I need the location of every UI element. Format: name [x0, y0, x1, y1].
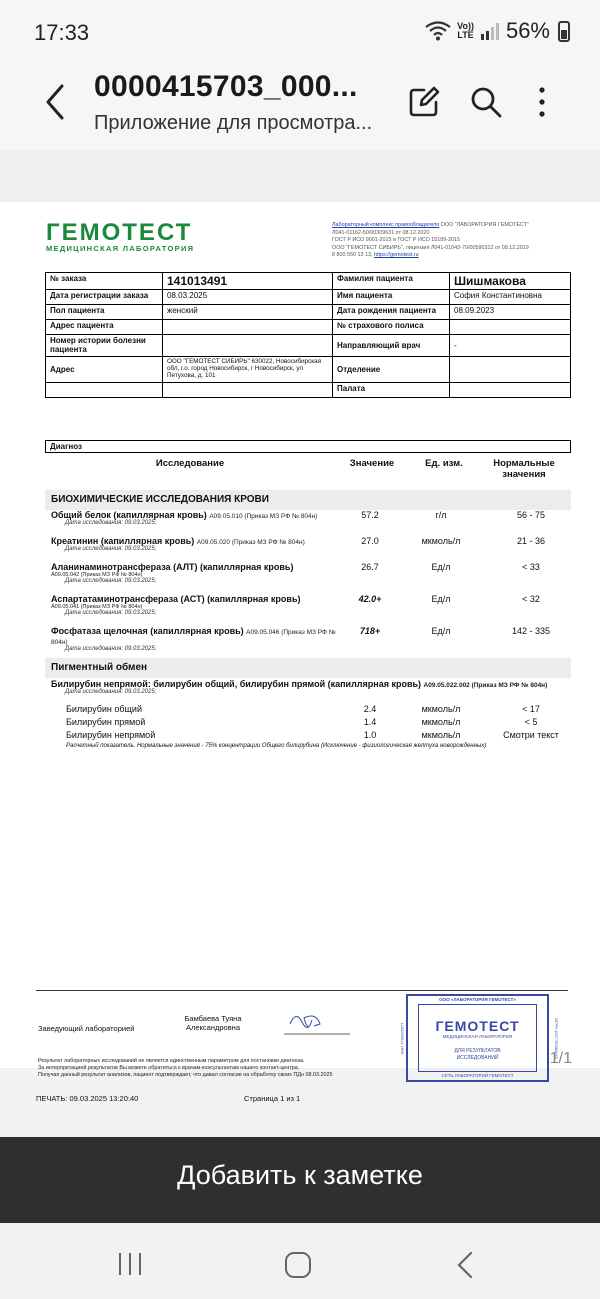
table-row: Фосфатаза щелочная (капиллярная кровь) A09.05.046 (Приказ МЗ РФ № 804н) Дата исследования: 09.03.2025; 718+ Ед/л 142 - 335 — [51, 626, 551, 652]
lab-stamp: ООО «ЛАБОРАТОРИЯ ГЕМОТЕСТ» ГЕМОТЕСТ МЕДИЦИНСКАЯ ЛАБОРАТОРИЯ ДЛЯ РЕЗУЛЬТАТОВ ИССЛЕДОВАНИЙ СЕТЬ ЛАБОРАТОРИЙ ГЕМОТЕСТ ИНН 7709335577 ОГРН 1027700060042 — [406, 994, 549, 1082]
status-bar — [0, 0, 600, 62]
head-name: Бамбаева Туяна Александровна — [184, 1014, 242, 1032]
bilirubin-note: Расчетный показатель. Нормальные значения - 75% концентрации Общего билирубина (Исключение - физиологическая желтуха новорожденных) — [66, 743, 487, 749]
battery-percent: 56% — [505, 18, 550, 43]
diagnosis-row: Диагноз — [45, 440, 571, 453]
lab-license-link[interactable]: Лабораторный комплекс правообладателя — [332, 222, 440, 228]
patient-name: София Константиновна — [450, 290, 571, 305]
page-indicator: 1/1 — [549, 1050, 572, 1067]
more-options-icon[interactable] — [522, 82, 562, 122]
disclaimer: Результат лабораторных исследований не является единственным параметром для постановки диагноза. За интерпретацией результатов Вы можете обратиться к врачам-консультантам нашего контакт-центра. Получая данный результат анализов, пациент подтверждает, что давал согласие на обработку своих ПДн 08.03.2025 — [38, 1058, 333, 1078]
home-icon[interactable] — [284, 1251, 312, 1279]
section-pigment: Пигментный обмен — [45, 658, 571, 678]
patient-table: № заказа 141013491 Фамилия пациента Шишмакова Дата регистрации заказа 08.03.2025 Имя пациента София Константиновна Пол пациента женский Дата рождения пациента 08.09.2023 Адрес пациента № страхового полиса Номер истории болезни пациента Направляющий врач - Адрес ООО "ГЕМОТЕСТ СИБИРЬ" 630022, Новосибирская обл, г.о. город Новосибирск, г Новосибирск, ул Петухова, д. 101 Отделение Палата — [45, 272, 571, 398]
edit-icon[interactable] — [404, 82, 444, 122]
lte-indicator: Vo)) LTE — [457, 21, 474, 40]
col-test: Исследование — [155, 458, 225, 469]
battery-icon — [558, 21, 570, 42]
lab-address: ООО "ГЕМОТЕСТ СИБИРЬ" 630022, Новосибирская обл, г.о. город Новосибирск, г Новосибирск, ул Петухова, д. 101 — [163, 357, 333, 383]
patient-lastname: Шишмакова — [450, 273, 571, 290]
col-value: Значение — [349, 458, 395, 469]
table-row: Общий белок (капиллярная кровь) A09.05.010 (Приказ МЗ РФ № 804н) Дата исследования: 09.03.2025; 57.2 г/л 56 - 75 — [51, 510, 546, 526]
table-row: Билирубин непрямой: билирубин общий, билирубин прямой (капиллярная кровь) A09.05.022.002 (Приказ МЗ РФ № 804н) Дата исследования: 09.03.2025; — [51, 679, 548, 695]
lab-info: Лабораторный комплекс правообладателя ООО "ЛАБОРАТОРИЯ ГЕМОТЕСТ" Л041-01162-50/00309631 от 08.12.2020 ГОСТ Р ИСО 9001-2015 и ГОСТ Р ИСО 15189-2015 ООО "ГЕМОТЕСТ СИБИРЬ", лицензия Л041-01043-70/00590312 от 09.12.2019 8 800 550 13 13, https://gemotest.ru — [332, 222, 529, 259]
print-date: ПЕЧАТЬ: 09.03.2025 13:20:40 — [36, 1094, 139, 1103]
table-row: Аланинаминотрансфераза (АЛТ) (капиллярная кровь) A09.05.042 (Приказ МЗ РФ № 804н) Дата исследования: 09.03.2025; 26.7 Ед/л < 33 — [51, 562, 540, 584]
page-count: Страница 1 из 1 — [244, 1094, 301, 1103]
signature-divider — [36, 990, 568, 991]
status-icons — [425, 18, 570, 44]
app-bar — [0, 62, 600, 150]
add-to-note-button[interactable]: Добавить к заметке — [0, 1137, 600, 1223]
value-high: 42.0+ — [358, 594, 382, 604]
col-unit: Ед. изм. — [425, 458, 463, 469]
recent-apps-icon[interactable] — [116, 1251, 144, 1277]
search-icon[interactable] — [466, 82, 506, 122]
table-row: 1.0 мкмоль/л Смотри текст — [363, 730, 559, 740]
table-row: Креатинин (капиллярная кровь) A09.05.020 (Приказ МЗ РФ № 804н) Дата исследования: 09.03.2025; 27.0 мкмоль/л 21 - 36 — [51, 536, 546, 552]
document-title: 0000415703_000... — [94, 70, 358, 103]
patient-birthdate: 08.09.2023 — [450, 305, 571, 320]
signal-icon — [480, 22, 500, 40]
back-arrow-icon[interactable] — [38, 80, 78, 124]
gemotest-logo: ГЕМОТЕСТ МЕДИЦИНСКАЯ ЛАБОРАТОРИЯ — [46, 219, 195, 253]
order-number: 141013491 — [163, 273, 333, 290]
website-link[interactable]: https://gemotest.ru — [373, 252, 419, 259]
table-row: 2.4 мкмоль/л < 17 — [363, 704, 540, 714]
section-biochem: БИОХИМИЧЕСКИЕ ИССЛЕДОВАНИЯ КРОВИ — [45, 490, 571, 510]
back-nav-icon[interactable] — [454, 1251, 478, 1279]
document-viewer[interactable] — [0, 150, 600, 1103]
status-time: 17:33 — [34, 20, 90, 45]
signature — [282, 1004, 352, 1040]
col-norm: Нормальные значения — [493, 458, 555, 480]
document-page: ГЕМОТЕСТ МЕДИЦИНСКАЯ ЛАБОРАТОРИЯ Лабораторный комплекс правообладателя ООО "ЛАБОРАТОРИЯ ГЕМОТЕСТ" Л041-01162-50/00309631 от 08.12.2020 ГОСТ Р ИСО 9001-2015 и ГОСТ Р ИСО 15189-2015 ООО "ГЕМОТЕСТ СИБИРЬ", лицензия Л041-01043-70/00590312 от 09.12.2019 8 800 550 13 13, https://gemotest.ru № заказа 141013491 Фамилия пациента Шишмакова Дата регистрации заказа 08.03.2025 Имя пациента София Константиновна Пол пациента женский Дата рождения пациента 08.09.2023 Адрес пациента № страхового полиса Номер истории болезни пациента Направляющий врач - Адрес ООО "ГЕМОТЕСТ СИБИРЬ" 630022, Новосибирская обл, г.о. город Новосибирск, г Новосибирск, ул Петухова, д. 101 Отделение Палата Диагноз Исследование Значение Ед. изм. Нормальные значения БИОХИМИЧЕСКИЕ ИССЛЕДОВАНИЯ КРОВИ Общий белок (капиллярная кровь) A09.05.010 (Приказ МЗ РФ № 804н) Дата исследования: 09.03.2025; 57.2 г/л 56 - 75 Креатинин (капиллярная кровь) A09.05.020 (Приказ МЗ РФ № 804н) Дата исследования: 09.03.2025; 27.0 мкмоль/л 21 - 36 Аланинаминотрансфераза (АЛТ) (капиллярная кровь) A09.05.042 (Приказ МЗ РФ № 804н) Дата исследования: 09.03.2025; 26.7 Ед/л < 33 Аспартатаминотрансфераза (АСТ) (капиллярная кровь) A09.05.041 (Приказ МЗ РФ № 804н) Дата исследования: 09.03.2025; 42.0+ Ед/л < 32 Фосфатаза щелочная (капиллярная кровь) A09.05.046 (Приказ МЗ РФ № 804н) Дата исследования: 09.03.2025; 718+ Ед/л 142 - 335 Пигментный обмен Билирубин непрямой: билирубин общий, билирубин прямой (капиллярная кровь) A09.05.022.002 (Приказ МЗ РФ № 804н) Дата исследования: 09.03.2025; Билирубин общий 2.4 мкмоль/л < 17 Билирубин прямой 1.4 мкмоль/л < 5 Билирубин непрямой 1.0 мкмоль/л Смотри текст Расчетный показатель. Нормальные значения - 75% концентрации Общего билирубина (Исключение - физиологическая желтуха новорожденных) Заведующий лабораторией Бамбаева Туяна Александровна Результат лабораторных исследований не является единственным параметром для постановки диагноза. За интерпретацией результатов Вы можете обратиться к врачам-консультантам нашего контакт-центра. Получая данный результат анализов, пациент подтверждает, что давал согласие на обработку своих ПДн 08.03.2025 ПЕЧАТЬ: 09.03.2025 13:20:40 Страница 1 из 1 ООО «ЛАБОРАТОРИЯ ГЕМОТЕСТ» ГЕМОТЕСТ МЕДИЦИНСКАЯ ЛАБОРАТОРИЯ ДЛЯ РЕЗУЛЬТАТОВ ИССЛЕДОВАНИЙ СЕТЬ ЛАБОРАТОРИЙ ГЕМОТЕСТ ИНН 7709335577 ОГРН 1027700060042 1/1 — [0, 202, 600, 1068]
table-row: Аспартатаминотрансфераза (АСТ) (капиллярная кровь) A09.05.041 (Приказ МЗ РФ № 804н) Дата исследования: 09.03.2025; 42.0+ Ед/л < 32 — [51, 594, 540, 616]
document-subtitle: Приложение для просмотра... — [94, 112, 373, 134]
wifi-icon — [425, 21, 451, 41]
value-high: 718+ — [359, 626, 381, 636]
table-row: 1.4 мкмоль/л < 5 — [363, 717, 538, 727]
navigation-bar — [0, 1223, 600, 1299]
